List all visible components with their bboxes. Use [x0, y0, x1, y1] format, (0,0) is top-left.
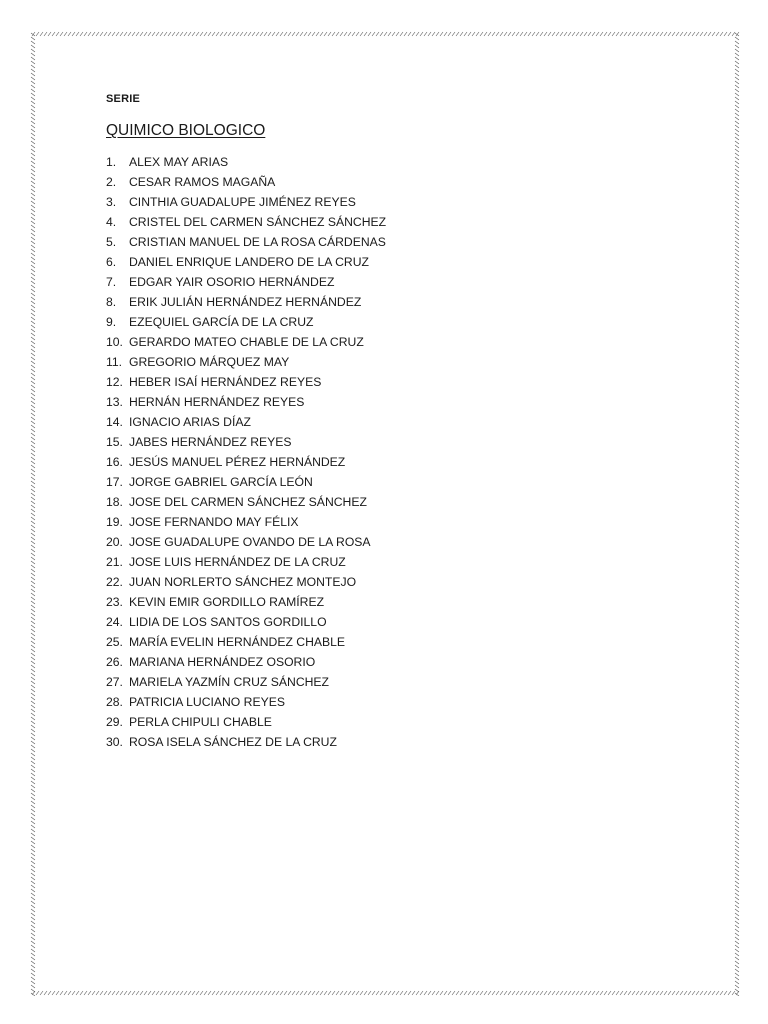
- student-number: 24.: [106, 615, 123, 629]
- student-name: JOSE FERNANDO MAY FÉLIX: [129, 515, 299, 529]
- student-name: HEBER ISAÍ HERNÁNDEZ REYES: [129, 375, 322, 389]
- student-number: 21.: [106, 555, 123, 569]
- student-name: JOSE GUADALUPE OVANDO DE LA ROSA: [129, 535, 371, 549]
- student-list-item: [106, 252, 666, 272]
- student-name: MARIANA HERNÁNDEZ OSORIO: [129, 655, 316, 669]
- student-name: LIDIA DE LOS SANTOS GORDILLO: [129, 615, 327, 629]
- student-list-item: [106, 452, 666, 472]
- student-list-item: [106, 412, 666, 432]
- student-name: PERLA CHIPULI CHABLE: [129, 715, 272, 729]
- student-name: IGNACIO ARIAS DÍAZ: [129, 415, 251, 429]
- student-list-item: [106, 592, 666, 612]
- student-number: 26.: [106, 655, 123, 669]
- student-number: 14.: [106, 415, 123, 429]
- student-name: HERNÁN HERNÁNDEZ REYES: [129, 395, 305, 409]
- student-list-item: [106, 632, 666, 652]
- student-number: 1.: [106, 155, 117, 169]
- student-number: 7.: [106, 275, 117, 289]
- student-number: 13.: [106, 395, 123, 409]
- student-number: 11.: [106, 355, 123, 369]
- student-list-item: [106, 572, 666, 592]
- student-name: KEVIN EMIR GORDILLO RAMÍREZ: [129, 595, 325, 609]
- student-list-item: [106, 692, 666, 712]
- student-name: JABES HERNÁNDEZ REYES: [129, 435, 292, 449]
- student-list-item: [106, 152, 666, 172]
- student-number: 2.: [106, 175, 117, 189]
- student-name: JOSE LUIS HERNÁNDEZ DE LA CRUZ: [129, 555, 346, 569]
- document-content: [106, 92, 666, 752]
- student-number: 29.: [106, 715, 123, 729]
- student-name: CRISTEL DEL CARMEN SÁNCHEZ SÁNCHEZ: [129, 215, 387, 229]
- series-label: SERIE: [106, 93, 141, 105]
- student-list-item: [106, 672, 666, 692]
- student-list-item: [106, 232, 666, 252]
- student-list-item: [106, 332, 666, 352]
- student-list-item: [106, 372, 666, 392]
- student-list-item: [106, 312, 666, 332]
- student-list-item: [106, 532, 666, 552]
- student-list-item: [106, 732, 666, 752]
- student-list-item: [106, 192, 666, 212]
- student-list-item: [106, 612, 666, 632]
- student-number: 25.: [106, 635, 123, 649]
- student-number: 5.: [106, 235, 117, 249]
- student-list-item: [106, 652, 666, 672]
- student-name: CRISTIAN MANUEL DE LA ROSA CÁRDENAS: [129, 235, 386, 249]
- student-name: CINTHIA GUADALUPE JIMÉNEZ REYES: [129, 195, 356, 209]
- student-name: MARIELA YAZMÍN CRUZ SÁNCHEZ: [129, 675, 329, 689]
- student-list: [106, 152, 666, 752]
- group-heading: QUIMICO BIOLOGICO: [106, 122, 266, 139]
- student-number: 8.: [106, 295, 117, 309]
- student-name: ALEX MAY ARIAS: [129, 155, 229, 169]
- student-name: DANIEL ENRIQUE LANDERO DE LA CRUZ: [129, 255, 369, 269]
- student-name: CESAR RAMOS MAGAÑA: [129, 175, 276, 189]
- student-number: 22.: [106, 575, 123, 589]
- student-number: 9.: [106, 315, 117, 329]
- student-name: JUAN NORLERTO SÁNCHEZ MONTEJO: [129, 575, 357, 589]
- student-number: 19.: [106, 515, 123, 529]
- student-list-item: [106, 712, 666, 732]
- student-number: 4.: [106, 215, 117, 229]
- student-number: 23.: [106, 595, 123, 609]
- student-list-item: [106, 272, 666, 292]
- student-number: 3.: [106, 195, 117, 209]
- student-name: GERARDO MATEO CHABLE DE LA CRUZ: [129, 335, 364, 349]
- student-name: GREGORIO MÁRQUEZ MAY: [129, 355, 290, 369]
- student-name: PATRICIA LUCIANO REYES: [129, 695, 285, 709]
- student-name: MARÍA EVELIN HERNÁNDEZ CHABLE: [129, 635, 346, 649]
- student-number: 10.: [106, 335, 123, 349]
- student-number: 12.: [106, 375, 123, 389]
- student-list-item: [106, 552, 666, 572]
- student-number: 6.: [106, 255, 117, 269]
- student-name: JOSE DEL CARMEN SÁNCHEZ SÁNCHEZ: [129, 495, 367, 509]
- student-list-item: [106, 292, 666, 312]
- student-number: 18.: [106, 495, 123, 509]
- student-number: 17.: [106, 475, 123, 489]
- student-name: EDGAR YAIR OSORIO HERNÁNDEZ: [129, 275, 335, 289]
- student-name: JESÚS MANUEL PÉREZ HERNÁNDEZ: [129, 455, 346, 469]
- student-number: 16.: [106, 455, 123, 469]
- student-list-item: [106, 212, 666, 232]
- student-list-item: [106, 172, 666, 192]
- student-list-item: [106, 492, 666, 512]
- student-number: 27.: [106, 675, 123, 689]
- student-name: ROSA ISELA SÁNCHEZ DE LA CRUZ: [129, 735, 337, 749]
- student-list-item: [106, 432, 666, 452]
- student-number: 15.: [106, 435, 123, 449]
- student-name: JORGE GABRIEL GARCÍA LEÓN: [129, 475, 313, 489]
- student-number: 28.: [106, 695, 123, 709]
- student-list-item: [106, 352, 666, 372]
- student-list-item: [106, 472, 666, 492]
- student-number: 20.: [106, 535, 123, 549]
- student-name: EZEQUIEL GARCÍA DE LA CRUZ: [129, 315, 314, 329]
- student-list-item: [106, 392, 666, 412]
- student-list-item: [106, 512, 666, 532]
- student-number: 30.: [106, 735, 123, 749]
- student-name: ERIK JULIÁN HERNÁNDEZ HERNÁNDEZ: [129, 295, 362, 309]
